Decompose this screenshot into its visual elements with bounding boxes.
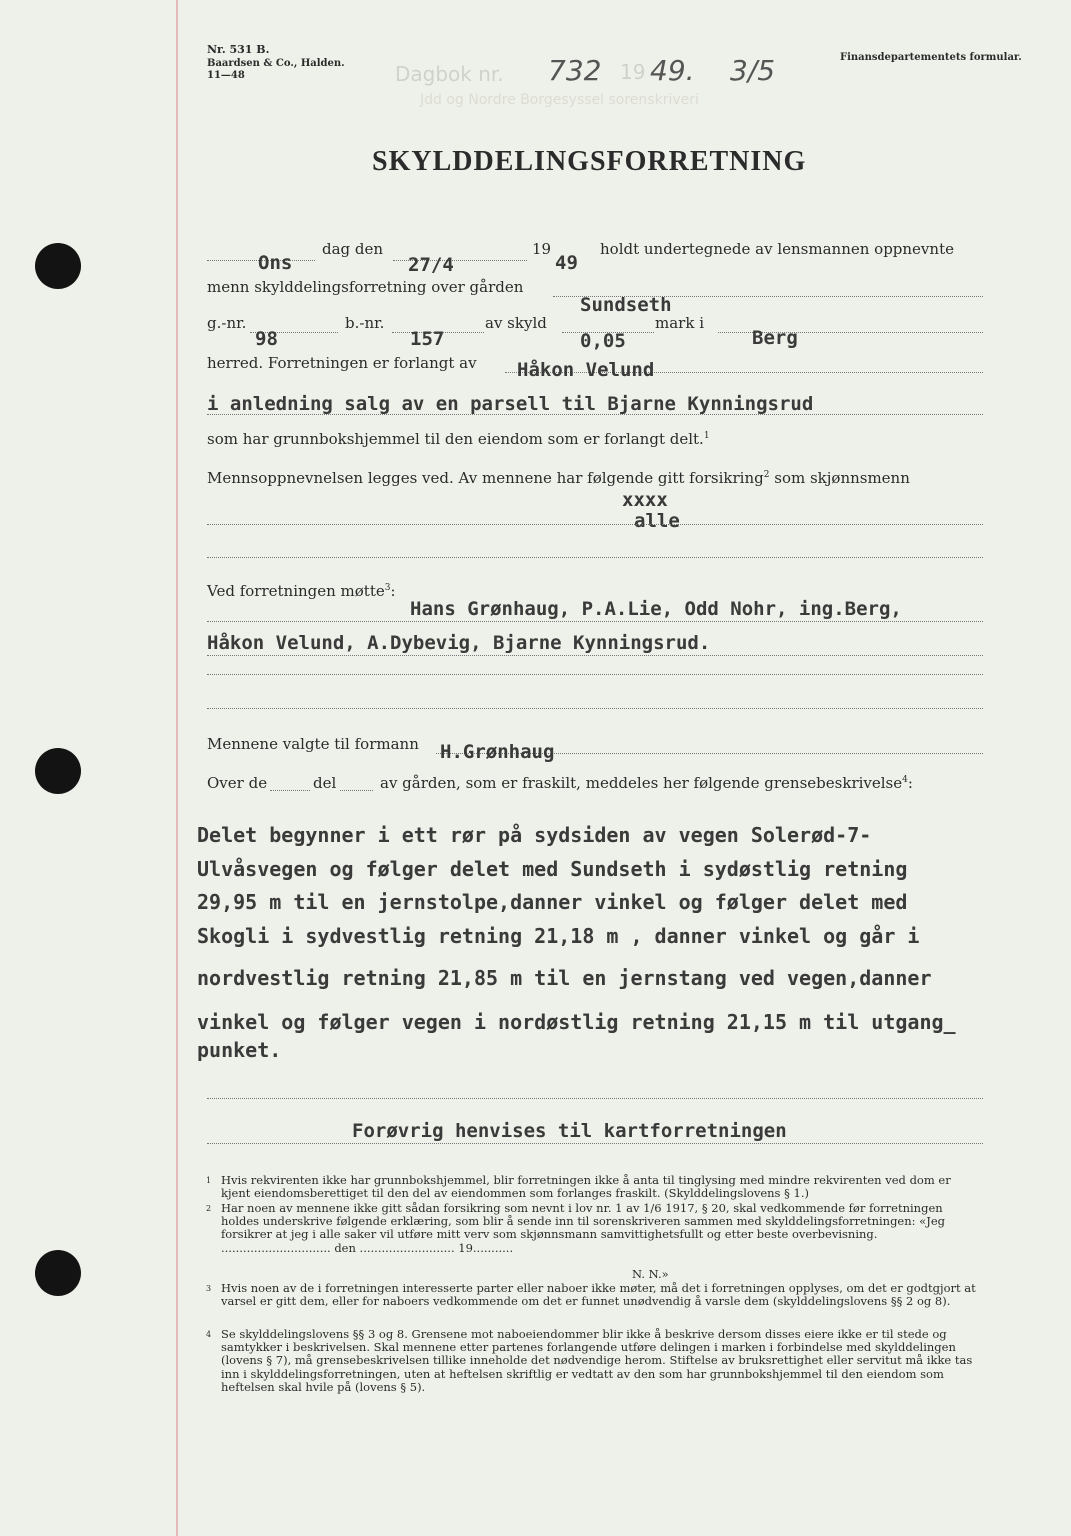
herred-name: Berg (752, 327, 798, 349)
attendees-line-1: Hans Grønhaug, P.A.Lie, Odd Nohr, ing.Berg, (410, 598, 902, 620)
line6-text: som har grunnbokshjemmel til den eiendom som er forlangt delt.$^1$ (207, 430, 710, 448)
chair-label: Mennene valgte til formann (207, 735, 419, 753)
punch-hole-bottom (35, 1250, 81, 1296)
chair-name: H.Grønhaug (440, 741, 555, 763)
dotted-line (207, 655, 983, 656)
label-gnr: g.-nr. (207, 314, 247, 332)
label-mark: mark i (655, 314, 704, 332)
punch-hole-top (35, 243, 81, 289)
dotted-line (207, 708, 983, 709)
dotted-line (207, 621, 983, 622)
punch-hole-middle (35, 748, 81, 794)
dotted-line (207, 524, 983, 525)
description-line: Delet begynner i ett rør på sydsiden av vegen Solerød-7- (197, 823, 872, 847)
insurers-value: alle (634, 510, 680, 532)
stamp-dagbok: Dagbok nr. (395, 62, 504, 86)
dotted-line (207, 1098, 983, 1099)
description-line: 29,95 m til en jernstolpe,danner vinkel og følger delet med (197, 890, 908, 914)
dotted-line (207, 414, 983, 415)
description-line: nordvestlig retning 21,85 m til en jernstang ved vegen,danner (197, 966, 932, 990)
stamp-court: Jdd og Nordre Borgesyssel sorenskriveri (420, 92, 699, 108)
margin-line (176, 0, 178, 1536)
description-line: punket. (197, 1038, 282, 1062)
del-label: del (313, 774, 337, 792)
request-reason: i anledning salg av en parsell til Bjarne Kynningsrud (207, 393, 814, 415)
footnote-signature: N. N.» (632, 1267, 669, 1281)
line2-text: menn skylddelingsforretning over gården (207, 278, 524, 296)
dotted-line (207, 1143, 983, 1144)
farm-name: Sundseth (580, 294, 672, 316)
attendees-line-2: Håkon Velund, A.Dybevig, Bjarne Kynningsrud. (207, 632, 711, 654)
dotted-line (207, 674, 983, 675)
footnote-text: Hvis rekvirenten ikke har grunnbokshjemmel, blir forretningen ikke å anta til tinglysing med mindre rekvirenten ved dom er kjent eiendomsberettiget til den del av eiendommen som forlanges fraskilt. (Skylddelingslovens § 1.) (221, 1173, 951, 1201)
footnote-number: 1 (206, 1176, 212, 1185)
footnote-number: 2 (206, 1204, 212, 1213)
handwritten-year: 49. (650, 54, 695, 87)
printer: Baardsen & Co., Halden. (207, 58, 345, 69)
closing-remark: Forøvrig henvises til kartforretningen (352, 1120, 787, 1142)
date-value: 27/4 (408, 254, 454, 276)
bnr-value: 157 (410, 328, 445, 350)
line7-text: Mennsoppnevnelsen legges ved. Av mennene har følgende gitt forsikring$^2$ som skjønnsmenn (207, 469, 910, 487)
line1-tail: holdt undertegnede av lensmannen oppnevnte (600, 240, 954, 258)
label-bnr: b.-nr. (345, 314, 385, 332)
skyld-value: 0,05 (580, 330, 626, 352)
label-dag-den: dag den (322, 240, 384, 258)
footnote-text: Hvis noen av de i forretningen interesserte parter eller naboer ikke møter, må det i forretningen opplyses, om det er godtgjort at varsel er gitt dem, eller for naboers vedkommende om det er funnet unødvendig å varsle dem (skylddelingslovens §§ 2 og 8). (221, 1281, 976, 1309)
handwritten-number: 732 (548, 54, 602, 87)
crossed-out-text: xxxx (622, 489, 668, 511)
boundary-intro-text: av gården, som er fraskilt, meddeles her følgende grensebeskrivelse$^4$: (380, 774, 913, 792)
form-issuer: Finansdepartementets formular. (840, 52, 1022, 63)
description-line: Skogli i sydvestlig retning 21,18 m , danner vinkel og går i (197, 924, 920, 948)
footnote-number: 4 (206, 1330, 212, 1339)
footnote-text: Se skylddelingslovens §§ 3 og 8. Grensene mot naboeiendommer blir ikke å beskrive dersom disses eiere ikke er til stede og samtykker i beskrivelsen. Skal mennene etter partenes forlangende utføre delingen i marken i forbindelse med skylddelingen (lovens § 7), må grensebeskrivelsen tillike inneholde det nødvendige herom. Stiftelse av bruksrettighet eller servitut må ikke tas inn i skylddelingsforretningen, uten at heftelsen skriftlig er vedtatt av den som har grunnbokshjemmel til den eiendom som heftelsen skal hvile på (lovens § 5). (221, 1327, 973, 1394)
attendance-label: Ved forretningen møtte$^3$: (207, 582, 396, 600)
dotted-line (270, 790, 310, 791)
document-title: SKYLDDELINGSFORRETNING (372, 146, 807, 177)
label-19: 19 (532, 240, 552, 258)
dotted-line (340, 790, 373, 791)
form-number: Nr. 531 B. (207, 43, 270, 56)
description-line: Ulvåsvegen og følger delet med Sundseth i sydøstlig retning (197, 857, 908, 881)
print-code: 11—48 (207, 70, 245, 81)
stamp-year-prefix: 19 (620, 60, 646, 84)
dotted-line (207, 557, 983, 558)
weekday-value: Ons (258, 252, 293, 274)
gnr-value: 98 (255, 328, 278, 350)
label-skyld: av skyld (485, 314, 547, 332)
year-value: 49 (555, 252, 578, 274)
line4-text: herred. Forretningen er forlangt av (207, 354, 477, 372)
over-de-label: Over de (207, 774, 268, 792)
footnote-number: 3 (206, 1284, 212, 1293)
requester-name: Håkon Velund (517, 359, 655, 381)
description-line: vinkel og følger vegen i nordøstlig retning 21,15 m til utgang_ (197, 1010, 956, 1034)
handwritten-date: 3/5 (730, 54, 776, 87)
footnote-text: Har noen av mennene ikke gitt sådan forsikring som nevnt i lov nr. 1 av 1/6 1917, § 20, skal vedkommende før forretningen holdes underskrive følgende erklæring, som blir å sende inn til sorenskriveren sammen med skylddelingsforretningen: «Jeg forsikrer at jeg i alle saker vil utføre mitt verv som skjønnsmann samvittighetsfullt og etter beste overbevisning. .............................. den .......................... 19........... (221, 1201, 945, 1255)
